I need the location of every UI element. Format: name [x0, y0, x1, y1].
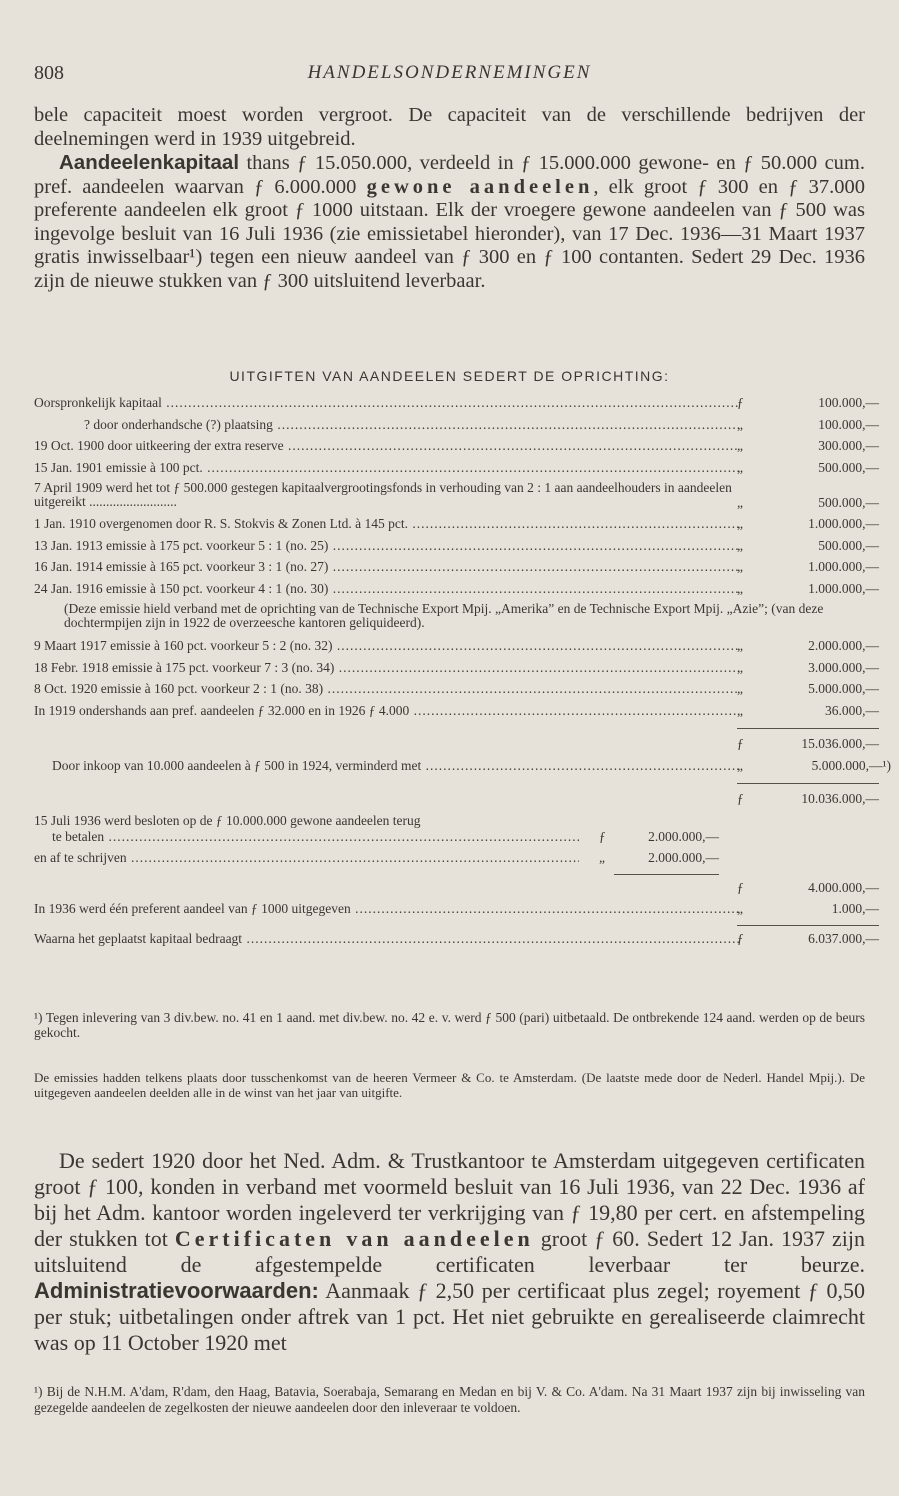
- table-row: [34, 658, 879, 680]
- emission-note: De emissies hadden telkens plaats door tusschenkomst van de heeren Vermeer & Co. te Amsterdam. (De laatste mede door de Nederl. Handel Mpij.). De uitgegeven aandeelen deelden alle in de winst van het jaar van uitgifte.: [34, 1070, 865, 1100]
- intro-text: [34, 104, 865, 293]
- row-amount: 2.000.000,—: [808, 638, 879, 653]
- row-currency: ƒ: [737, 736, 744, 751]
- row-amount: 1.000.000,—: [808, 580, 879, 596]
- table-row: [34, 458, 879, 480]
- page-number: 808: [34, 62, 64, 84]
- row-amount: 500.000,—: [818, 537, 879, 553]
- table-row: [34, 393, 879, 415]
- row-currency: ƒ: [737, 395, 744, 410]
- row-desc: In 1919 ondershands aan pref. aandeelen ƒ 32.000 en in 1926 ƒ 4.000 .....: [34, 703, 739, 719]
- row-currency: „: [737, 559, 743, 574]
- table-row: [34, 899, 879, 921]
- row-desc: 8 Oct. 1920 emissie à 160 pct. voorkeur 2 : 1 (no. 38) .....: [34, 681, 739, 697]
- table-row: [34, 479, 879, 514]
- table-row: [34, 415, 879, 437]
- table-row: [34, 514, 879, 536]
- row-currency: ƒ: [737, 791, 744, 806]
- table-row: [34, 636, 879, 658]
- row-desc: 15 Jan. 1901 emissie à 100 pct. .....: [34, 460, 739, 476]
- row-amount: 2.000.000,—: [648, 850, 719, 865]
- body-paragraph: [34, 1148, 865, 1356]
- row-desc: In 1936 werd één preferent aandeel van ƒ 1000 uitgegeven .....: [34, 901, 739, 917]
- row-currency: „: [737, 757, 743, 773]
- table-row: [34, 701, 879, 723]
- row-desc: 9 Maart 1917 emissie à 160 pct. voorkeur 5 : 2 (no. 32) .....: [34, 638, 739, 654]
- total-row: [34, 734, 879, 756]
- body-text-a: De sedert 1920 door het Ned. Adm. & Trustkantoor te Amsterdam uitgegeven certificaten groot ƒ 100, konden in verband met voormeld besluit van 16 Juli 1936, van 22 Dec. 1936 af bij het Adm. kantoor worden ingeleverd ter verkrijging van ƒ 19,80 per cert. en afstempeling der stukken tot: [34, 1148, 865, 1251]
- row-amount: 500.000,—: [818, 459, 879, 475]
- row-currency: „: [737, 516, 743, 531]
- table-row: [34, 827, 879, 849]
- row-currency: „: [737, 901, 743, 916]
- total-row: [34, 878, 879, 900]
- row-amount: 3.000.000,—: [808, 659, 879, 675]
- row-currency: ƒ: [737, 930, 744, 946]
- row-currency: „: [737, 459, 743, 475]
- row-currency: „: [737, 495, 743, 510]
- row-currency: „: [737, 537, 743, 553]
- total-amount: 4.000.000,—: [808, 879, 879, 895]
- total-amount: 15.036.000,—: [801, 736, 879, 751]
- row-currency: „: [737, 580, 743, 596]
- row-desc: 24 Jan. 1916 emissie à 150 pct. voorkeur 4 : 1 (no. 30) .....: [34, 581, 739, 597]
- row-amount: 2.000.000,—: [648, 828, 719, 844]
- sum-rule: [737, 925, 879, 926]
- emission-table: [34, 393, 891, 950]
- intro-text-b: , elk groot ƒ 300 en ƒ 37.000 preferente aandeelen elk groot ƒ 1000 uitstaan. Elk der vroegere gewone aandeelen van ƒ 500 was ingevolge besluit van 16 Juli 1936 (zie emissietabel hieronder), van 17 Dec. 1936—31 Maart 1937 gratis inwisselbaar¹) tegen een nieuw aandeel van ƒ 300 en ƒ 100 contanten. Sedert 29 Dec. 1936 zijn de nieuwe stukken van ƒ 300 uitsluitend leverbaar.: [34, 175, 866, 292]
- intro-paragraph-1: bele capaciteit moest worden vergroot. De capaciteit van de verschillende bedrijven der deelnemingen werd in 1939 uitgebreid.: [34, 104, 865, 150]
- total-amount: 6.037.000,—: [808, 930, 879, 946]
- row-desc: Door inkoop van 10.000 aandeelen à ƒ 500 in 1924, verminderd met .....: [34, 758, 739, 774]
- row-currency: „: [737, 438, 743, 453]
- row-currency: „: [737, 681, 743, 696]
- body-text-c: Aanmaak ƒ 2,50 per certificaat plus zegel; royement ƒ 0,50 per stuk; uitbetalingen onder aftrek van 1 pct. Het niet gebruikte en gerealiseerde claimrecht was op 11 October 1920 met: [34, 1278, 865, 1355]
- table-row: [34, 848, 879, 870]
- row-desc: ? door onderhandsche (?) plaatsing .....: [34, 417, 739, 433]
- row-desc: te betalen .....: [34, 829, 579, 845]
- row-desc: 13 Jan. 1913 emissie à 175 pct. voorkeur 5 : 1 (no. 25) .....: [34, 538, 739, 554]
- row-amount: 36.000,—: [825, 702, 879, 718]
- sum-rule: [614, 874, 719, 875]
- row-desc: 16 Jan. 1914 emissie à 165 pct. voorkeur 3 : 1 (no. 27) .....: [34, 559, 739, 575]
- table-row: [34, 756, 891, 778]
- table-row: [34, 557, 879, 579]
- row-desc: 1 Jan. 1910 overgenomen door R. S. Stokvis & Zonen Ltd. à 145 pct. .....: [34, 516, 739, 532]
- intro-paragraph-2: [34, 151, 865, 293]
- rule-wrap: [34, 870, 879, 878]
- row-desc: en af te schrijven .....: [34, 850, 579, 866]
- row-currency: „: [737, 702, 743, 718]
- row-amount: 1.000.000,—: [808, 516, 879, 531]
- table-title: UITGIFTEN VAN AANDEELEN SEDERT DE OPRICHTING:: [229, 368, 670, 384]
- row-amount: 5.000.000,—¹): [811, 757, 891, 773]
- row-amount: 1.000.000,—: [808, 559, 879, 574]
- sum-rule: [737, 783, 879, 784]
- table-note: (Deze emissie hield verband met de oprichting van de Technische Export Mpij. „Amerika” en de Technische Export Mpij. „Azie”; (van deze dochtermpijen zijn in 1922 de overzeesche kantoren geliquideerd).: [64, 601, 824, 630]
- table-row: [34, 436, 879, 458]
- spaced-term: gewone aandeelen: [366, 175, 594, 198]
- table-footnote: ¹) Tegen inlevering van 3 div.bew. no. 41 en 1 aand. met div.bew. no. 42 e. v. werd ƒ 500 (pari) uitbetaald. De ontbrekende 124 aand. werden op de beurs gekocht.: [34, 1010, 865, 1040]
- row-amount: 100.000,—: [818, 395, 879, 410]
- row-desc: 7 April 1909 werd het tot ƒ 500.000 gestegen kapitaalvergrootingsfonds in verhouding van 2 : 1 aan aandeelhouders in aandeelen uitgereikt ..........................: [34, 481, 732, 509]
- total-row: [34, 789, 879, 811]
- row-currency: „: [737, 416, 743, 432]
- row-currency: „: [737, 659, 743, 675]
- row-desc: 18 Febr. 1918 emissie à 175 pct. voorkeur 7 : 3 (no. 34) .....: [34, 660, 739, 676]
- table-row: [34, 679, 879, 701]
- row-currency: „: [599, 850, 605, 865]
- row-amount: 300.000,—: [818, 438, 879, 453]
- running-title: HANDELSONDERNEMINGEN: [307, 62, 592, 83]
- table-row: [34, 579, 879, 601]
- row-amount: 5.000.000,—: [808, 681, 879, 696]
- bold-term: Aandeelenkapitaal: [59, 151, 240, 174]
- row-amount: 100.000,—: [818, 416, 879, 432]
- table-row: [34, 536, 879, 558]
- sum-rule: [737, 728, 879, 729]
- row-currency: ƒ: [737, 879, 744, 895]
- page-footnote: ¹) Bij de N.H.M. A'dam, R'dam, den Haag, Batavia, Soerabaja, Semarang en Medan en bij V. & Co. A'dam. Na 31 Maart 1937 zijn bij inwisseling van gezegelde aandeelen de zegelkosten der nieuwe aandeelen door den inleveraar te voldoen.: [34, 1384, 865, 1415]
- body-text-b: groot ƒ 60. Sedert 12 Jan. 1937 zijn uitsluitend de afgestempelde certificaten leverbaar ter beurze.: [34, 1226, 866, 1277]
- certificates-paragraph: [34, 1148, 865, 1356]
- row-desc: 19 Oct. 1900 door uitkeering der extra reserve .....: [34, 438, 739, 454]
- total-row: [34, 929, 879, 951]
- bold-term: Administratievoorwaarden:: [34, 1278, 319, 1303]
- row-desc: 15 Juli 1936 werd besloten op de ƒ 10.000.000 gewone aandeelen terug: [34, 812, 421, 828]
- total-amount: 10.036.000,—: [801, 791, 879, 806]
- rule-wrap: [34, 722, 879, 734]
- rule-wrap: [34, 777, 879, 789]
- intro-text-a: thans ƒ 15.050.000, verdeeld in ƒ 15.000.000 gewone- en ƒ 50.000 cum. pref. aandeelen waarvan ƒ 6.000.000: [34, 152, 866, 198]
- row-amount: 1.000,—: [831, 901, 879, 916]
- table-row: [34, 811, 879, 827]
- spaced-term: Certificaten van aandeelen: [174, 1226, 534, 1251]
- row-desc: Waarna het geplaatst kapitaal bedraagt .....: [34, 931, 739, 947]
- row-amount: 500.000,—: [818, 495, 879, 510]
- row-desc: Oorspronkelijk kapitaal .....: [34, 395, 739, 411]
- row-currency: ƒ: [599, 828, 606, 844]
- page-header: [34, 62, 865, 88]
- row-currency: „: [737, 638, 743, 653]
- rule-wrap: [34, 921, 879, 929]
